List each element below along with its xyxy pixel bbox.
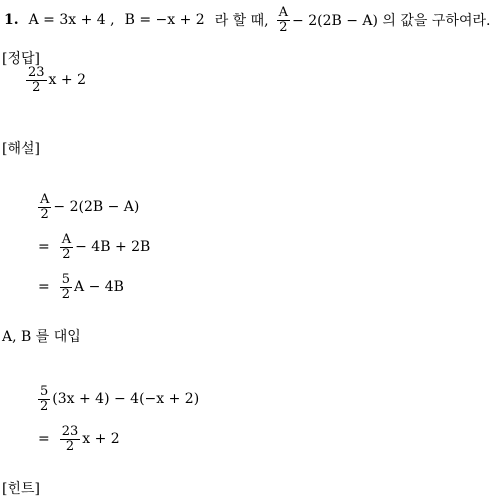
explanation-label: [해설] bbox=[2, 141, 40, 157]
fraction-numerator: A bbox=[278, 5, 289, 20]
explanation-step-2 bbox=[38, 233, 150, 261]
hint-label: [힌트] bbox=[2, 481, 40, 497]
fraction-denominator: 2 bbox=[61, 286, 71, 302]
step-rest: x + 2 bbox=[82, 431, 120, 448]
step-rest: (3x + 4) − 4(−x + 2) bbox=[52, 391, 200, 408]
question-number: 1. bbox=[4, 12, 19, 29]
fraction-numerator: A bbox=[40, 192, 50, 207]
fraction-denominator: 2 bbox=[65, 438, 75, 454]
b-definition: B = −x + 2 bbox=[124, 12, 205, 29]
a-definition: A = 3x + 4 , bbox=[28, 12, 115, 29]
explanation-step-3 bbox=[38, 273, 124, 301]
problem-fraction bbox=[277, 6, 290, 34]
step-rest: − 4B + 2B bbox=[75, 239, 151, 256]
step-fraction bbox=[60, 273, 72, 301]
answer-fraction bbox=[26, 66, 47, 94]
answer-rest: x + 2 bbox=[48, 72, 86, 89]
equals-sign: = bbox=[38, 279, 50, 296]
answer-expression bbox=[26, 66, 86, 94]
fraction-denominator: 2 bbox=[279, 19, 288, 35]
equals-sign: = bbox=[38, 239, 50, 256]
explanation-step-4 bbox=[38, 385, 199, 413]
fraction-denominator: 2 bbox=[32, 79, 41, 95]
equals-sign: = bbox=[38, 431, 50, 448]
fraction-numerator: 23 bbox=[28, 65, 45, 80]
explanation-step-1 bbox=[38, 193, 139, 221]
step-rest: A − 4B bbox=[74, 279, 124, 296]
step-fraction bbox=[60, 425, 81, 453]
fraction-numerator: 23 bbox=[61, 424, 79, 439]
fraction-numerator: 5 bbox=[40, 384, 49, 399]
fraction-numerator: A bbox=[61, 232, 72, 247]
fraction-denominator: 2 bbox=[40, 206, 49, 222]
problem-mid-text: 라 할 때, bbox=[214, 13, 269, 30]
problem-tail-text: − 2(2B − A) 의 값을 구하여라. bbox=[292, 13, 491, 30]
fraction-denominator: 2 bbox=[40, 398, 49, 414]
explanation-step-5 bbox=[38, 425, 120, 453]
fraction-denominator: 2 bbox=[62, 246, 71, 262]
problem-statement bbox=[4, 6, 490, 34]
substitute-text: A, B 를 대입 bbox=[2, 329, 81, 345]
step-rest: − 2(2B − A) bbox=[53, 199, 140, 216]
step-fraction bbox=[38, 385, 50, 413]
step-fraction bbox=[38, 193, 51, 221]
answer-label: [정답] bbox=[2, 51, 40, 67]
fraction-numerator: 5 bbox=[61, 272, 71, 287]
step-fraction bbox=[60, 233, 73, 261]
